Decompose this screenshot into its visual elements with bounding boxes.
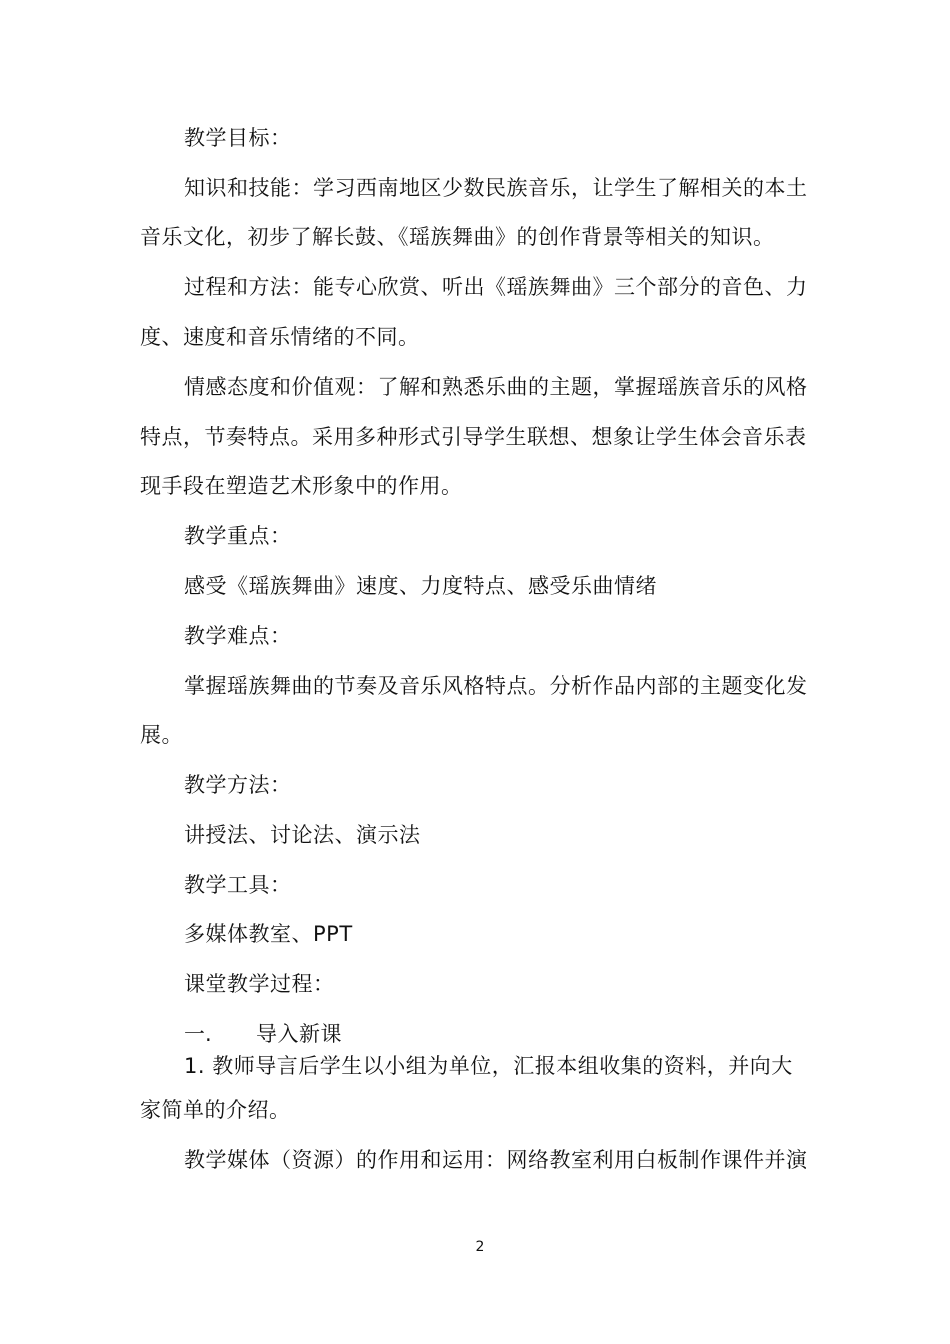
section-one-number: 一. bbox=[184, 1022, 212, 1046]
paragraph-knowledge-skills-line1: 知识和技能：学习西南地区少数民族音乐，让学生了解相关的本土 bbox=[184, 176, 808, 200]
paragraph-emotion-values-line2: 特点，节奏特点。采用多种形式引导学生联想、想象让学生体会音乐表 bbox=[140, 425, 807, 449]
item-one-line2: 家简单的介绍。 bbox=[140, 1098, 291, 1122]
paragraph-teaching-methods: 讲授法、讨论法、演示法 bbox=[184, 823, 421, 847]
heading-teaching-goals: 教学目标： bbox=[184, 126, 292, 150]
paragraph-emotion-values-line1: 情感态度和价值观：了解和熟悉乐曲的主题，掌握瑶族音乐的风格 bbox=[184, 375, 808, 399]
paragraph-emotion-values-line3: 现手段在塑造艺术形象中的作用。 bbox=[140, 474, 463, 498]
paragraph-difficult-points-line2: 展。 bbox=[140, 723, 183, 747]
paragraph-media-usage: 教学媒体（资源）的作用和运用：网络教室利用白板制作课件并演 bbox=[184, 1148, 808, 1172]
item-one-line1: 1. 教师导言后学生以小组为单位，汇报本组收集的资料，并向大 bbox=[184, 1054, 793, 1078]
heading-key-points: 教学重点： bbox=[184, 524, 292, 548]
page-number: 2 bbox=[475, 1239, 485, 1255]
paragraph-teaching-tools: 多媒体教室、PPT bbox=[184, 922, 353, 946]
paragraph-key-points: 感受《瑶族舞曲》速度、力度特点、感受乐曲情绪 bbox=[184, 574, 657, 598]
paragraph-process-methods-line1: 过程和方法：能专心欣赏、听出《瑶族舞曲》三个部分的音色、力 bbox=[184, 275, 808, 299]
paragraph-difficult-points-line1: 掌握瑶族舞曲的节奏及音乐风格特点。分析作品内部的主题变化发 bbox=[184, 674, 808, 698]
heading-class-process: 课堂教学过程： bbox=[184, 972, 335, 996]
heading-teaching-methods: 教学方法： bbox=[184, 773, 292, 797]
heading-difficult-points: 教学难点： bbox=[184, 624, 292, 648]
heading-teaching-tools: 教学工具： bbox=[184, 873, 292, 897]
paragraph-process-methods-line2: 度、速度和音乐情绪的不同。 bbox=[140, 325, 420, 349]
section-one-title: 导入新课 bbox=[256, 1022, 342, 1046]
paragraph-knowledge-skills-line2: 音乐文化，初步了解长鼓、《瑶族舞曲》的创作背景等相关的知识。 bbox=[140, 225, 775, 249]
